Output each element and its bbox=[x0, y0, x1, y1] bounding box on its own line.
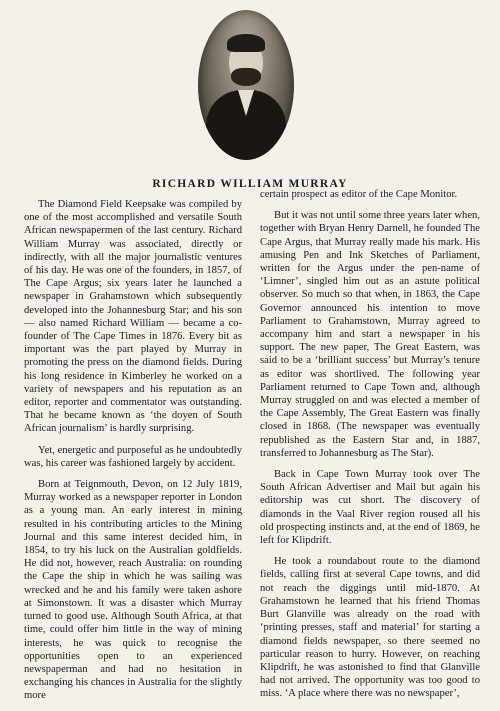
paragraph: But it was not until some three years later when, together with Bryan Henry Darnell, he founded The Cape Argus, that Murray really made his mark. His amusing Pen and Ink Sketches of Parliament, written for the Argus under the pen-name of ‘Limner’, singled him out as an astute political observer. So much so that when, in 1863, the Cape Governor announced his intention to move Parliament to Grahamstown, Murray agreed to accompany him and start a newspaper in his support. The new paper, The Great Eastern, was said to be a ‘brilliant success’ but Murray’s tenure as editor was shortlived. The following year Parliament returned to Cape Town and, although Murray struggled on and was elected a member of the Cape Assembly, The Great Eastern was finally closed in 1868. (The newspaper was eventually republished as the Eastern Star and, in 1887, transferred to Johannesburg as The Star). bbox=[260, 210, 480, 459]
paragraph: Back in Cape Town Murray took over The South African Advertiser and Mail but again his editorship was cut short. The discovery of diamonds in the Vaal River region roused all his old prospecting instincts and, at the end of 1869, he left for Klipdrift. bbox=[260, 469, 480, 547]
paragraph: Born at Teignmouth, Devon, on 12 July 1819, Murray worked as a newspaper reporter in London as a young man. An early interest in mining resulted in his contributing articles to the Mining Journal and this same interest decided him, in 1854, to try his luck on the Australian goldfields. He did not, however, reach Australia: on rounding the Cape the ship in which he was sailing was wrecked and he and his family were taken ashore at Simonstown. It was a disaster which Murray turned to good use. Although South Africa, at that time, could offer him little in the way of mining interests, he was quick to recognise the opportunities open to an experienced newspaperman and had no hesitation in exchanging his chances in Australia for the slightly more bbox=[24, 479, 242, 702]
paragraph: He took a roundabout route to the diamond fields, calling first at several Cape towns, and did not reach the diggings until mid-1870. At Grahamstown he learned that his friend Thomas Burt Glanville was already on the road with ‘printing presses, staff and material’ for starting a diamond fields newspaper, so there seemed no particular reason to hurry. However, on reaching Klipdrift, he was astonished to find that Glanville had not arrived. The opportunity was too good to miss. ‘A place where there was no newspaper’, bbox=[260, 556, 480, 700]
page-title: RICHARD WILLIAM MURRAY bbox=[152, 178, 348, 190]
portrait-photo bbox=[198, 10, 294, 160]
paragraph: The Diamond Field Keepsake was compiled by one of the most accomplished and versatile South African newspapermen of the last century. Richard William Murray was associated, directly or indirectly, with all the major journalistic ventures of his day. He was one of the founders, in 1857, of The Cape Argus; six years later he launched a newspaper in Grahamstown which subsequently developed into the Johannesburg Star; and his son — also named Richard William — became a co-founder of The Cape Times in 1876. Every bit as important was the part played by Murray in promoting the press on the diamond fields. During his long residence in Kimberley he worked on a variety of newspapers and his reputation as an editor, reporter and commentator was outstanding. That he became known as ‘the doyen of South African journalism’ is hardly surprising. bbox=[24, 199, 242, 435]
paragraph: certain prospect as editor of the Cape Monitor. bbox=[260, 189, 458, 200]
right-column bbox=[260, 188, 480, 709]
left-column bbox=[24, 198, 242, 711]
paragraph: Yet, energetic and purposeful as he undoubtedly was, his career was fashioned largely by accident. bbox=[24, 444, 242, 469]
